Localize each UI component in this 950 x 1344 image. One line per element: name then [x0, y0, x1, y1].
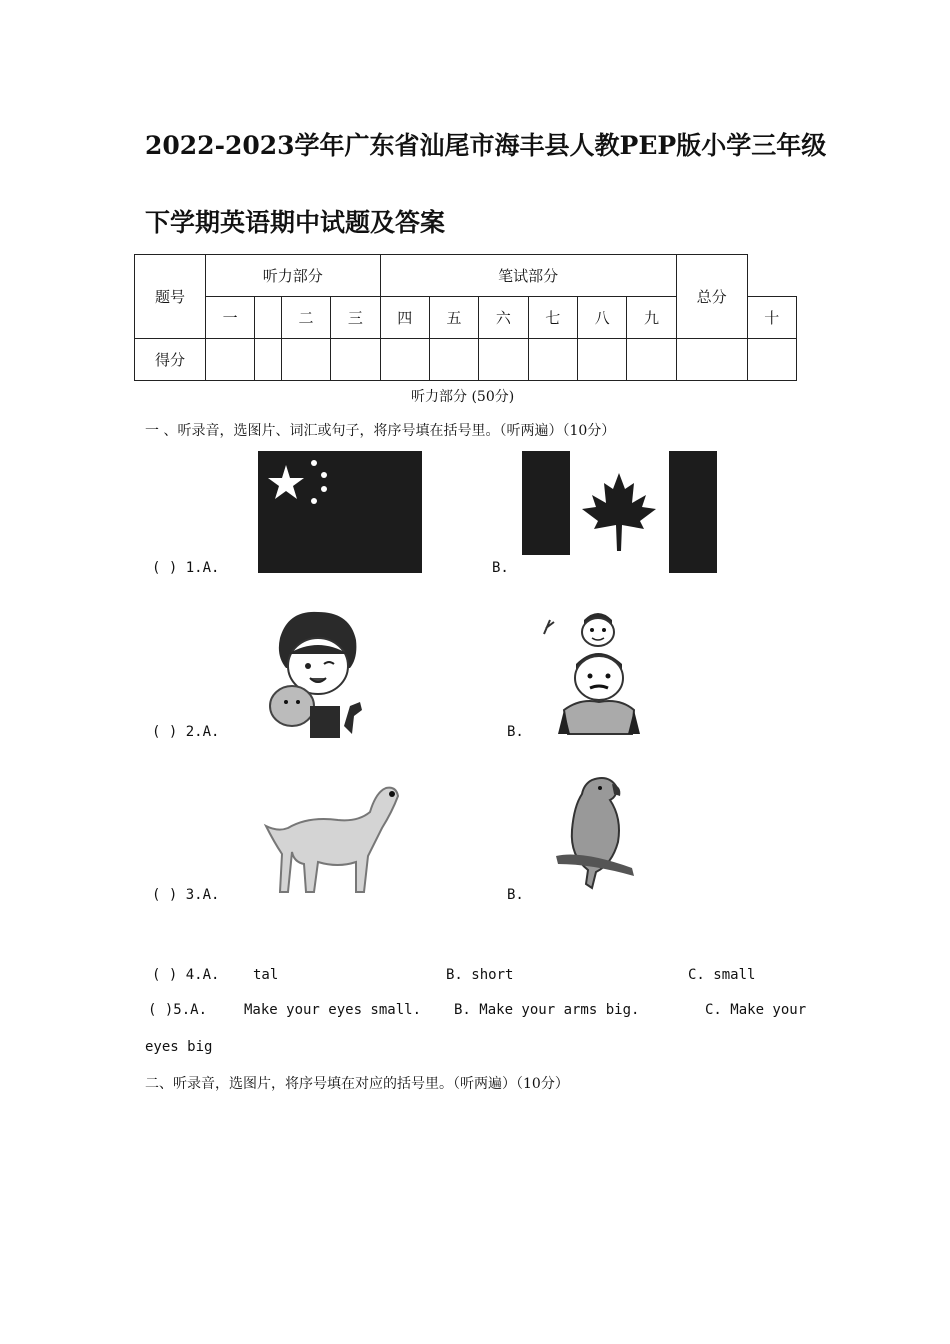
score-table: [134, 254, 797, 381]
question-col-6: 六: [479, 297, 528, 339]
question-col-10: 十: [747, 297, 796, 339]
score-row-label: 得分: [135, 339, 206, 381]
score-cell[interactable]: [380, 339, 429, 381]
q2-prefix: ( ) 2.A.: [152, 724, 220, 740]
part2-instruction: 二、听录音，选图片，将序号填在对应的括号里。（听两遍）（10分）: [145, 1076, 569, 1092]
q5-prefix: ( )5.A.: [148, 1002, 208, 1018]
father-and-son-image: [540, 606, 670, 736]
score-cell[interactable]: [627, 339, 676, 381]
document-title-line1: 2022-2023学年广东省汕尾市海丰县人教PEP版小学三年级: [145, 131, 827, 160]
china-flag-image: [258, 451, 422, 573]
document-title-line2: 下学期英语期中试题及答案: [145, 208, 446, 237]
score-cell[interactable]: [577, 339, 626, 381]
score-cell[interactable]: [331, 339, 380, 381]
question-col-1: 一: [205, 297, 254, 339]
q1-option-b: B.: [492, 560, 509, 576]
question-col-blank: [255, 297, 282, 339]
q3-prefix: ( ) 3.A.: [152, 887, 220, 903]
question-col-8: 八: [577, 297, 626, 339]
listening-header: 听力部分: [205, 255, 380, 297]
question-number-header: 题号: [135, 255, 206, 339]
question-col-7: 七: [528, 297, 577, 339]
question-col-4: 四: [380, 297, 429, 339]
score-cell[interactable]: [676, 339, 747, 381]
question-col-9: 九: [627, 297, 676, 339]
canada-flag-image: [522, 451, 717, 573]
score-cell[interactable]: [255, 339, 282, 381]
total-header: 总分: [676, 255, 747, 339]
q4-option-c: C. small: [688, 967, 756, 983]
q5-option-a: Make your eyes small.: [244, 1002, 422, 1018]
listening-section-heading: 听力部分 (50分): [411, 389, 515, 405]
q4-prefix: ( ) 4.A.: [152, 967, 220, 983]
q1-prefix: ( ) 1.A.: [152, 560, 220, 576]
part1-instruction: 一 、听录音，选图片、词汇或句子，将序号填在括号里。（听两遍）（10分）: [145, 423, 616, 439]
question-col-2: 二: [281, 297, 330, 339]
q3-option-b: B.: [507, 887, 524, 903]
question-col-5: 五: [429, 297, 478, 339]
score-cell[interactable]: [429, 339, 478, 381]
q5-option-b: B. Make your arms big.: [454, 1002, 640, 1018]
score-cell[interactable]: [747, 339, 796, 381]
q4-option-a: tal: [253, 967, 279, 983]
q5-option-c-continued: eyes big: [145, 1039, 213, 1055]
question-col-3: 三: [331, 297, 380, 339]
score-cell[interactable]: [479, 339, 528, 381]
q5-option-c: C. Make your: [705, 1002, 807, 1018]
score-cell[interactable]: [205, 339, 254, 381]
written-header: 笔试部分: [380, 255, 676, 297]
score-cell[interactable]: [281, 339, 330, 381]
mother-and-baby-image: [258, 606, 378, 741]
parrot-image: [552, 772, 642, 894]
score-cell[interactable]: [528, 339, 577, 381]
q4-option-b: B. short: [446, 967, 514, 983]
dog-image: [258, 772, 408, 902]
q2-option-b: B.: [507, 724, 524, 740]
